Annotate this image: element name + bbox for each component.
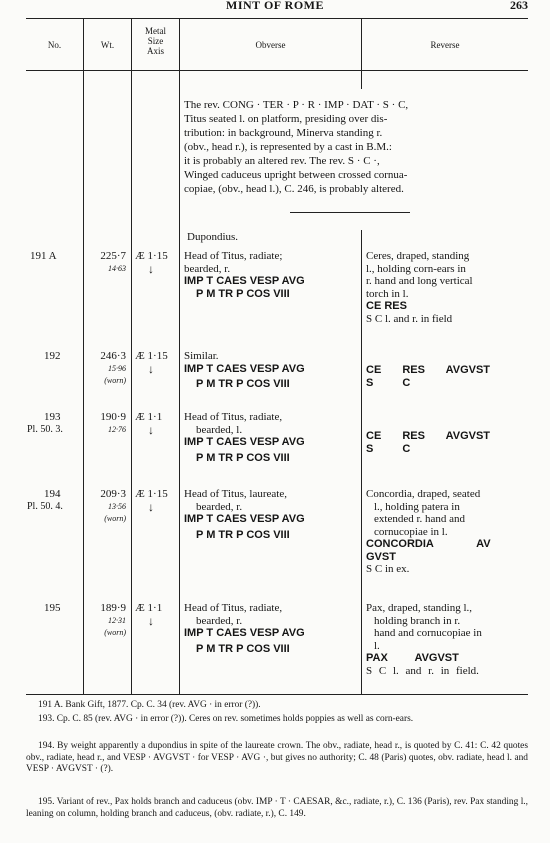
entry-weight: 189·9 xyxy=(100,602,126,614)
entry-reverse xyxy=(366,364,526,389)
entry-no: 192 xyxy=(44,350,61,362)
entry-plate: Pl. 50. 4. xyxy=(27,501,63,512)
entry-weight-grams: 13·56 xyxy=(108,502,126,511)
obverse-legend: IMP T CAES VESP AVG xyxy=(184,513,305,525)
page-title: MINT OF ROME xyxy=(226,0,324,12)
note-line: it is probably an altered rev. The rev. S · C ·, xyxy=(184,155,380,167)
entry-weight-grams: 12·31 xyxy=(108,616,126,625)
note-line: Winged caduceus upright between crossed cornua- xyxy=(184,169,408,181)
reverse-legend: CE RES xyxy=(366,300,407,312)
col-divider-4 xyxy=(361,19,362,89)
obverse-text: Head of Titus, radiate, xyxy=(184,602,283,614)
obverse-text: Similar. xyxy=(184,350,219,362)
footnote: 194. By weight apparently a dupondius in spite of the laureate crown. The obv., radiate, head r., is quoted by C. 41: C. 42 quotes obv., radiate, head r., and VESP · AVGVST · for VESP · AVG ·, but gives no authority; C. 48 (Paris) quotes, obv. radiate, head l. and VESP · AVGVST · (?). xyxy=(26,741,528,775)
reverse-legend: CE RES AVGVST xyxy=(366,430,491,442)
reverse-legend: S C xyxy=(366,376,411,389)
col-header-obverse: Obverse xyxy=(255,40,286,50)
entry-wear: (worn) xyxy=(104,514,126,523)
col-divider-3 xyxy=(179,19,180,694)
obverse-text: bearded, r. xyxy=(196,614,243,627)
entry-metal: Æ 1·15 xyxy=(135,250,168,262)
entry-no: 191 A xyxy=(30,250,57,262)
col-divider-4b xyxy=(361,230,362,694)
col-header-size: Size xyxy=(147,36,164,46)
note-line: tribution: in background, Minerva standing r. xyxy=(184,127,383,139)
entry-reverse xyxy=(366,488,526,576)
col-header-wt: Wt. xyxy=(100,40,115,50)
reverse-legend: GVST xyxy=(366,550,396,563)
reverse-text: l., holding corn-ears in xyxy=(366,262,466,275)
axis-arrow-down-icon: ↓ xyxy=(148,614,154,628)
obverse-legend: P M TR P COS VIII xyxy=(196,451,290,464)
obverse-legend: IMP T CAES VESP AVG xyxy=(184,627,305,639)
obverse-legend: IMP T CAES VESP AVG xyxy=(184,436,305,448)
entry-weight: 246·3 xyxy=(100,350,126,362)
reverse-text: Ceres, draped, standing xyxy=(366,250,470,262)
col-header-axis: Axis xyxy=(146,46,164,56)
col-header-metal: Metal xyxy=(145,26,166,36)
entry-obverse xyxy=(184,250,360,300)
obverse-legend: IMP T CAES VESP AVG xyxy=(184,275,305,287)
entry-obverse xyxy=(184,602,360,655)
footnote: 193. Cp. C. 85 (rev. AVG · in error (?)). Ceres on rev. sometimes holds poppies as well as corn-ears. xyxy=(38,714,414,724)
reverse-text: Pax, draped, standing l., xyxy=(366,602,473,614)
obverse-text: Head of Titus, laureate, xyxy=(184,488,287,500)
axis-arrow-down-icon: ↓ xyxy=(148,362,154,376)
obverse-text: Head of Titus, radiate, xyxy=(184,411,283,423)
reverse-text: l., holding patera in xyxy=(374,500,460,513)
entry-reverse xyxy=(366,250,526,325)
reverse-legend: PAX AVGVST xyxy=(366,652,459,664)
entry-obverse xyxy=(184,488,360,541)
entry-no: 193 xyxy=(44,411,61,423)
obverse-text: bearded, r. xyxy=(184,262,231,275)
reverse-text: holding branch in r. xyxy=(374,614,461,627)
obverse-text: Head of Titus, radiate; xyxy=(184,250,283,262)
entry-weight-grams: 15·96 xyxy=(108,364,126,373)
table-bottom-rule xyxy=(26,694,528,695)
reverse-legend: S C l. and r. in field. xyxy=(366,664,479,677)
entry-metal: Æ 1·1 xyxy=(135,411,163,423)
obverse-legend: P M TR P COS VIII xyxy=(196,528,290,541)
note-line: (obv., head r.), is represented by a cast in B.M.: xyxy=(184,141,392,153)
col-divider-2 xyxy=(131,19,132,694)
note-line: copiae, (obv., head l.), C. 246, is probably altered. xyxy=(184,183,404,195)
col-header-reverse: Reverse xyxy=(430,40,460,50)
note-separator xyxy=(290,212,410,213)
entry-weight: 209·3 xyxy=(100,488,126,500)
reverse-text: l. xyxy=(374,639,380,652)
note-line: Titus seated l. on platform, presiding over dis- xyxy=(184,113,388,125)
reverse-text: Concordia, draped, seated xyxy=(366,488,481,500)
reverse-text: hand and cornucopiae in xyxy=(374,627,482,639)
entry-weight: 190·9 xyxy=(100,411,126,423)
obverse-legend: P M TR P COS VIII xyxy=(196,642,290,655)
entry-metal: Æ 1·1 xyxy=(135,602,163,614)
entry-wear: (worn) xyxy=(104,628,126,637)
axis-arrow-down-icon: ↓ xyxy=(148,262,154,276)
entry-no: 194 xyxy=(44,488,61,500)
entry-obverse xyxy=(184,350,360,391)
entry-wear: (worn) xyxy=(104,376,126,385)
entry-weight-grams: 12·76 xyxy=(108,425,126,434)
table-top-rule xyxy=(26,18,528,19)
entry-weight: 225·7 xyxy=(100,250,126,262)
reverse-legend: S C l. and r. in field xyxy=(366,312,453,325)
reverse-text: torch in l. xyxy=(366,287,409,300)
axis-arrow-down-icon: ↓ xyxy=(148,423,154,437)
footnote: 191 A. Bank Gift, 1877. Cp. C. 34 (rev. AVG · in error (?)). xyxy=(38,700,261,710)
note-line: The rev. CONG · TER · P · R · IMP · DAT · S · C, xyxy=(184,99,409,111)
obverse-legend: P M TR P COS VIII xyxy=(196,287,290,300)
obverse-text: bearded, l. xyxy=(196,423,243,436)
entry-reverse xyxy=(366,430,526,455)
reverse-legend: S C in ex. xyxy=(366,563,410,575)
reverse-text: extended r. hand and xyxy=(374,513,466,525)
reverse-text: cornucopiae in l. xyxy=(374,525,448,538)
entry-reverse xyxy=(366,602,526,677)
page-number: 263 xyxy=(510,0,528,12)
reverse-legend: CONCORDIA AV xyxy=(366,538,491,550)
obverse-legend: P M TR P COS VIII xyxy=(196,378,290,390)
col-header-no: No. xyxy=(47,40,62,50)
entry-metal: Æ 1·15 xyxy=(135,488,168,500)
reverse-legend: S C xyxy=(366,442,411,455)
reverse-text: r. hand and long vertical xyxy=(366,275,473,287)
entry-weight-grams: 14·63 xyxy=(108,264,126,273)
reverse-legend: CE RES AVGVST xyxy=(366,364,491,376)
section-title: Dupondius. xyxy=(187,231,239,243)
footnote: 195. Variant of rev., Pax holds branch and caduceus (obv. IMP · T · CAESAR, &c., radiate, r.), C. 136 (Paris), rev. Pax standing l., leaning on column, holding branch and caduceus, (obv. radiate, r.), C. 149. xyxy=(26,797,528,819)
note-paragraph xyxy=(184,98,526,196)
entry-obverse xyxy=(184,411,360,464)
table-header-rule xyxy=(26,70,528,71)
axis-arrow-down-icon: ↓ xyxy=(148,500,154,514)
entry-no: 195 xyxy=(44,602,61,614)
entry-plate: Pl. 50. 3. xyxy=(27,424,63,435)
obverse-text: bearded, r. xyxy=(196,500,243,513)
obverse-legend: IMP T CAES VESP AVG xyxy=(184,362,305,375)
entry-metal: Æ 1·15 xyxy=(135,350,168,362)
